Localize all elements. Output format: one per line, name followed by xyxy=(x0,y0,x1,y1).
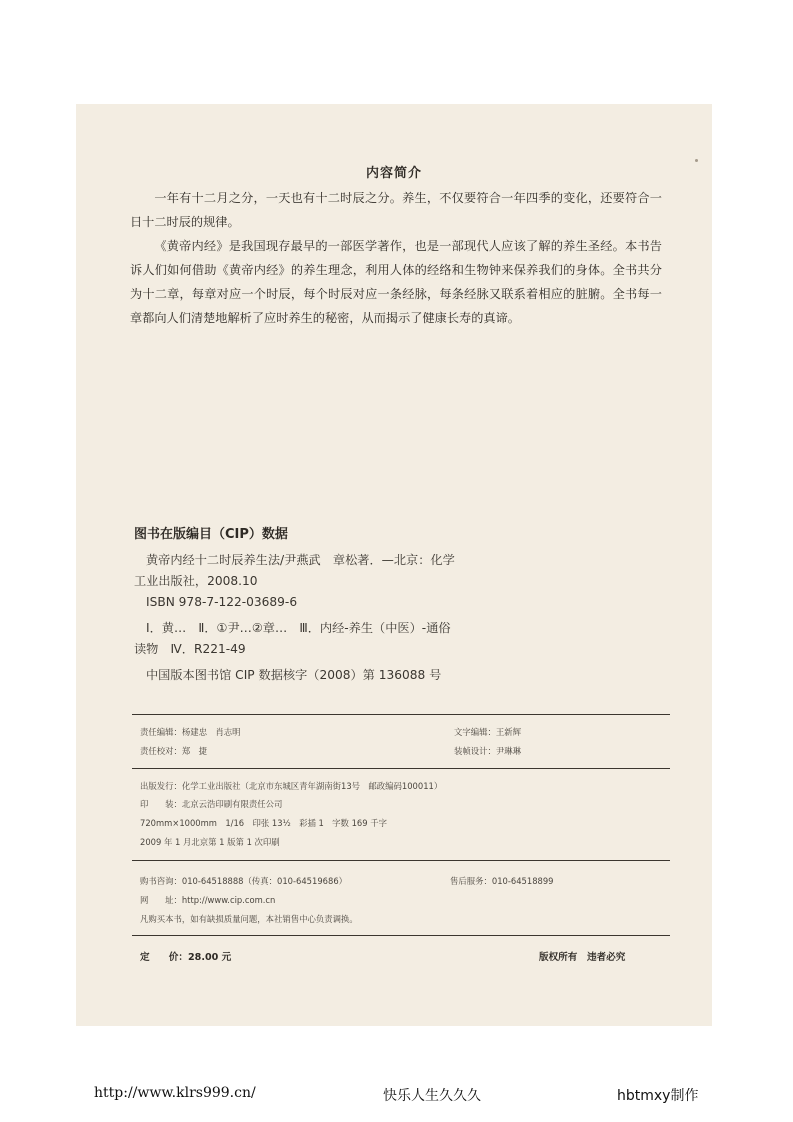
credit-text-editor: 文字编辑：王新辉 xyxy=(454,727,521,737)
intro-paragraph: 《黄帝内经》是我国现存最早的一部医学著作，也是一部现代人应该了解的养生圣经。本书告诉人们如何借助《黄帝内经》的养生理念，利用人体的经络和生物钟来保养我们的身体。全书共分为十二章，每章对应一个时辰，每个时辰对应一条经脉，每条经脉又联系着相应的脏腑。全书每一章都向人们清楚地解析了应时养生的秘密，从而揭示了健康长寿的真谛。 xyxy=(130,239,662,325)
book-copyright-page-scan xyxy=(76,104,712,1026)
cip-heading: 图书在版编目（CIP）数据 xyxy=(134,527,288,542)
credit-proofreader: 责任校对：郑 捷 xyxy=(140,746,207,756)
cip-title-line: 黄帝内经十二时辰养生法/尹燕武 章松著．—北京：化学 xyxy=(146,553,455,567)
rights-notice: 版权所有 违者必究 xyxy=(539,952,626,963)
format-info: 720mm×1000mm 1/16 印张 13½ 彩插 1 字数 169 千字 xyxy=(140,818,387,828)
cip-block xyxy=(134,550,654,686)
price: 定 价：28.00 元 xyxy=(140,952,232,963)
divider xyxy=(132,860,670,861)
edition-info: 2009 年 1 月北京第 1 版第 1 次印刷 xyxy=(140,837,280,847)
footer-credit: hbtmxy制作 xyxy=(617,1088,699,1104)
website-info: 网 址：http://www.cip.com.cn xyxy=(140,895,276,905)
intro-title: 内容简介 xyxy=(365,166,422,181)
footer-url: http://www.klrs999.cn/ xyxy=(94,1085,256,1101)
purchase-info: 购书咨询：010-64518888（传真：010-64519686） xyxy=(140,876,348,886)
cip-isbn: ISBN 978-7-122-03689-6 xyxy=(146,595,298,609)
divider xyxy=(132,935,670,936)
credit-editor: 责任编辑：杨建忠 肖志明 xyxy=(140,727,241,737)
credit-designer: 装帧设计：尹琳琳 xyxy=(454,746,521,756)
cip-number: 中国版本图书馆 CIP 数据核字（2008）第 136088 号 xyxy=(146,668,442,682)
cip-classification: Ⅰ．黄… Ⅱ．①尹…②章… Ⅲ．内经-养生（中医）-通俗 xyxy=(146,621,451,635)
return-notice: 凡购买本书，如有缺损质量问题，本社销售中心负责调换。 xyxy=(140,914,358,924)
printer-info: 印 装：北京云浩印刷有限责任公司 xyxy=(140,799,283,809)
cip-publisher-line: 工业出版社，2008.10 xyxy=(134,574,258,588)
intro-text xyxy=(130,186,662,330)
divider xyxy=(132,768,670,769)
footer-slogan: 快乐人生久久久 xyxy=(383,1088,481,1104)
service-info: 售后服务：010-64518899 xyxy=(450,876,554,886)
intro-paragraph: 一年有十二月之分，一天也有十二时辰之分。养生，不仅要符合一年四季的变化，还要符合一日十二时辰的规律。 xyxy=(130,191,662,229)
publisher-info: 出版发行：化学工业出版社（北京市东城区青年湖南街13号 邮政编码100011） xyxy=(140,781,443,791)
divider xyxy=(132,714,670,715)
cip-classification-cont: 读物 Ⅳ．R221-49 xyxy=(134,642,246,656)
